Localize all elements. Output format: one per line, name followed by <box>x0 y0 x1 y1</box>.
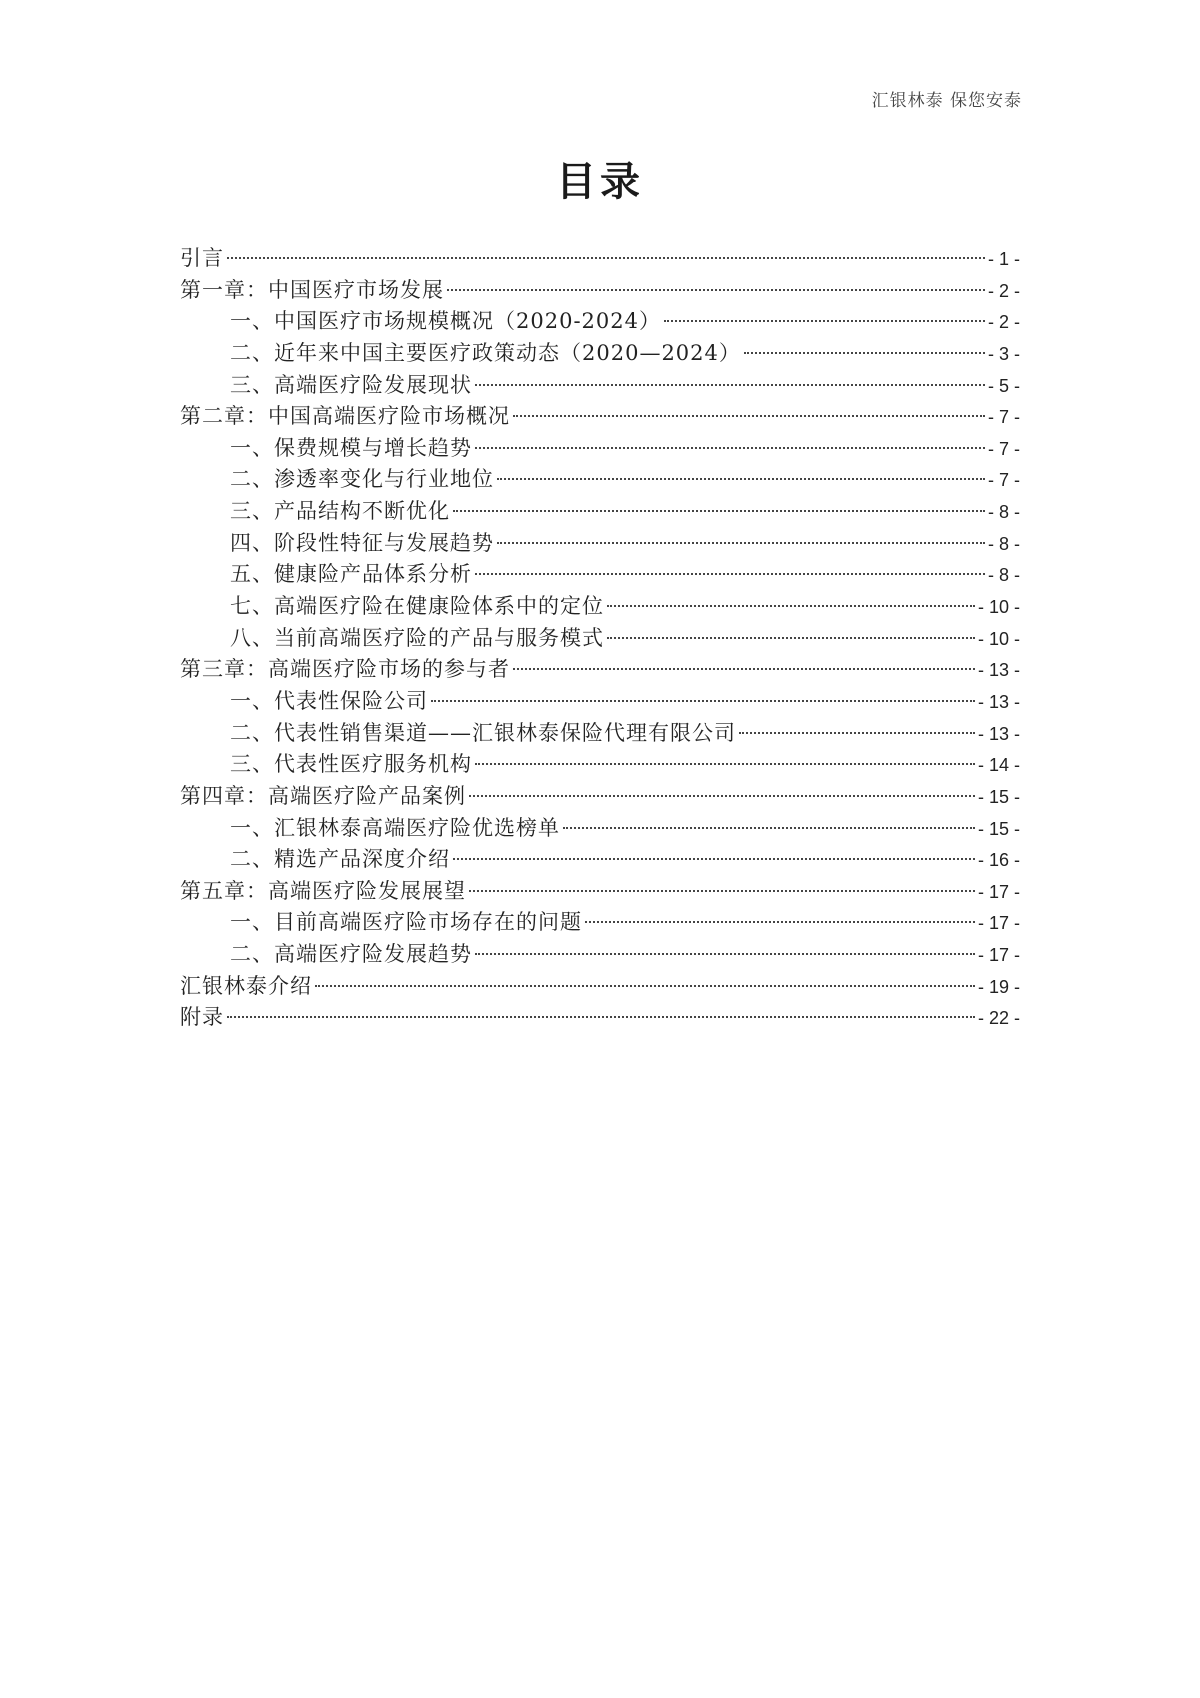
toc-entry[interactable] <box>180 876 1020 908</box>
toc-leader-dots <box>744 352 985 354</box>
toc-entry-label: 第三章：高端医疗险市场的参与者 <box>180 657 510 682</box>
toc-leader-dots <box>607 605 975 607</box>
toc-leader-dots <box>431 700 975 702</box>
toc-leader-dots <box>453 858 975 860</box>
toc-entry-label: 五、健康险产品体系分析 <box>230 562 472 587</box>
toc-entry[interactable] <box>180 686 1020 718</box>
toc-leader-dots <box>227 257 985 259</box>
page-title: 目录 <box>556 159 644 205</box>
toc-entry-label: 一、目前高端医疗险市场存在的问题 <box>230 910 582 935</box>
toc-entry-label: 引言 <box>180 246 224 270</box>
toc-leader-dots <box>664 320 985 322</box>
toc-entry[interactable] <box>180 433 1020 465</box>
toc-entry-label: 七、高端医疗险在健康险体系中的定位 <box>230 594 604 619</box>
toc-entry-page: - 7 - <box>987 438 1020 459</box>
toc-entry-label: 二、近年来中国主要医疗政策动态（2020—2024） <box>230 340 741 365</box>
toc-leader-dots <box>453 510 985 512</box>
toc-leader-dots <box>447 289 985 291</box>
toc-entry[interactable] <box>180 749 1020 781</box>
toc-entry[interactable] <box>180 528 1020 560</box>
toc-leader-dots <box>563 827 975 829</box>
toc-leader-dots <box>315 985 975 987</box>
table-of-contents <box>180 243 1020 1034</box>
toc-leader-dots <box>497 478 985 480</box>
toc-entry-label: 二、代表性销售渠道——汇银林泰保险代理有限公司 <box>230 720 736 745</box>
toc-entry[interactable] <box>180 559 1020 591</box>
toc-leader-dots <box>497 542 985 544</box>
toc-leader-dots <box>227 1016 975 1018</box>
toc-entry-label: 第一章：中国医疗市场发展 <box>180 277 444 302</box>
toc-entry[interactable] <box>180 971 1020 1003</box>
toc-leader-dots <box>739 732 975 734</box>
toc-entry-page: - 19 - <box>977 976 1020 997</box>
toc-leader-dots <box>469 795 975 797</box>
toc-entry-page: - 17 - <box>977 881 1020 902</box>
toc-leader-dots <box>475 384 985 386</box>
toc-entry-page: - 2 - <box>987 280 1020 301</box>
toc-entry-label: 二、渗透率变化与行业地位 <box>230 467 494 492</box>
running-header: 汇银林泰 保您安泰 <box>871 91 1022 111</box>
toc-entry-page: - 8 - <box>987 502 1020 523</box>
toc-entry[interactable] <box>180 623 1020 655</box>
toc-entry-page: - 16 - <box>977 850 1020 871</box>
toc-entry-label: 一、代表性保险公司 <box>230 688 428 713</box>
toc-entry-label: 附录 <box>180 1005 224 1030</box>
toc-entry[interactable] <box>180 654 1020 686</box>
toc-leader-dots <box>475 953 975 955</box>
toc-entry-label: 四、阶段性特征与发展趋势 <box>230 530 494 555</box>
toc-leader-dots <box>607 637 975 639</box>
toc-entry[interactable] <box>180 813 1020 845</box>
toc-entry-label: 一、保费规模与增长趋势 <box>230 435 472 460</box>
toc-entry-page: - 13 - <box>977 660 1020 681</box>
toc-entry-page: - 7 - <box>987 470 1020 491</box>
toc-leader-dots <box>513 415 985 417</box>
toc-entry-page: - 13 - <box>977 723 1020 744</box>
toc-entry-page: - 2 - <box>987 312 1020 333</box>
toc-entry-page: - 8 - <box>987 533 1020 554</box>
toc-entry[interactable] <box>180 939 1020 971</box>
toc-leader-dots <box>475 447 985 449</box>
toc-entry-page: - 15 - <box>977 786 1020 807</box>
toc-entry[interactable] <box>180 907 1020 939</box>
toc-entry-label: 一、汇银林泰高端医疗险优选榜单 <box>230 815 560 840</box>
toc-entry[interactable] <box>180 591 1020 623</box>
toc-entry-page: - 8 - <box>987 565 1020 586</box>
toc-entry-page: - 10 - <box>977 597 1020 618</box>
toc-entry-label: 二、精选产品深度介绍 <box>230 847 450 872</box>
toc-entry-page: - 15 - <box>977 818 1020 839</box>
toc-entry[interactable] <box>180 1002 1020 1034</box>
toc-entry[interactable] <box>180 401 1020 433</box>
toc-entry-label: 三、高端医疗险发展现状 <box>230 372 472 397</box>
toc-leader-dots <box>475 763 975 765</box>
toc-entry-label: 第四章：高端医疗险产品案例 <box>180 783 466 808</box>
toc-entry[interactable] <box>180 275 1020 307</box>
toc-entry-label: 第五章：高端医疗险发展展望 <box>180 878 466 903</box>
toc-entry[interactable] <box>180 844 1020 876</box>
toc-entry-page: - 5 - <box>987 375 1020 396</box>
toc-entry-label: 八、当前高端医疗险的产品与服务模式 <box>230 625 604 650</box>
toc-entry-label: 三、代表性医疗服务机构 <box>230 752 472 777</box>
toc-entry[interactable] <box>180 496 1020 528</box>
toc-entry-page: - 17 - <box>977 913 1020 934</box>
toc-entry-label: 一、中国医疗市场规模概况（2020-2024） <box>230 309 661 334</box>
toc-entry-page: - 1 - <box>987 249 1020 269</box>
toc-leader-dots <box>475 573 985 575</box>
toc-entry[interactable] <box>180 718 1020 750</box>
toc-entry-page: - 22 - <box>977 1008 1020 1029</box>
toc-entry[interactable] <box>180 464 1020 496</box>
toc-entry[interactable] <box>180 370 1020 402</box>
toc-leader-dots <box>585 921 975 923</box>
toc-entry[interactable] <box>180 306 1020 338</box>
toc-leader-dots <box>469 890 975 892</box>
toc-entry-label: 二、高端医疗险发展趋势 <box>230 942 472 967</box>
toc-entry-page: - 17 - <box>977 945 1020 966</box>
toc-entry-page: - 10 - <box>977 628 1020 649</box>
toc-entry-page: - 14 - <box>977 755 1020 776</box>
toc-entry-page: - 7 - <box>987 407 1020 428</box>
toc-entry-label: 三、产品结构不断优化 <box>230 499 450 524</box>
toc-leader-dots <box>513 668 975 670</box>
toc-entry-label: 汇银林泰介绍 <box>180 973 312 998</box>
toc-entry-page: - 3 - <box>987 343 1020 364</box>
toc-entry-label: 第二章：中国高端医疗险市场概况 <box>180 404 510 429</box>
toc-entry-page: - 13 - <box>977 691 1020 712</box>
toc-entry[interactable] <box>180 243 1020 275</box>
toc-entry[interactable] <box>180 781 1020 813</box>
toc-entry[interactable] <box>180 338 1020 370</box>
